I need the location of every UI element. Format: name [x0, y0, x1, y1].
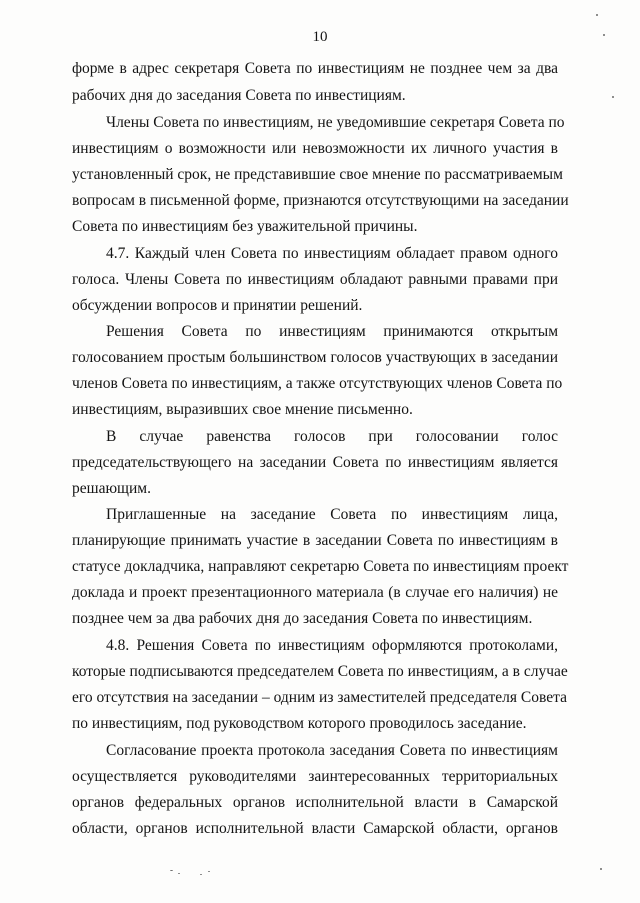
paragraph-6-line-0: 4.8. Решения Совета по инвестициям оформляются протоколами,	[106, 637, 558, 654]
paragraph-7-line-0: Согласование проекта протокола заседания Совета по инвестициям	[106, 742, 558, 759]
scan-speck	[612, 96, 614, 98]
scan-speck	[178, 873, 180, 874]
paragraph-2-line-1: голоса. Члены Совета по инвестициям обладают равными правами при	[72, 271, 558, 288]
scan-speck	[603, 34, 605, 36]
paragraph-5-line-0: Приглашенные на заседание Совета по инвестициям лица,	[106, 506, 558, 523]
paragraph-4-line-0: В случае равенства голосов при голосовании голос	[106, 428, 558, 445]
paragraph-2-line-0: 4.7. Каждый член Совета по инвестициям обладает правом одного	[106, 245, 558, 262]
scan-speck	[200, 874, 202, 875]
scan-speck	[208, 871, 210, 872]
paragraph-6-line-1: которые подписываются председателем Совета по инвестициям, а в случае	[72, 663, 568, 680]
paragraph-7-line-1: осуществляется руководителями заинтересованных территориальных	[72, 768, 558, 785]
page-number: 10	[312, 29, 328, 45]
paragraph-1-line-2: установленный срок, не представившие свое мнение по рассматриваемым	[72, 166, 563, 183]
scan-speck	[596, 14, 598, 16]
paragraph-5-line-2: статусе докладчика, направляют секретарю Совета по инвестициям проект	[72, 558, 569, 575]
paragraph-3-line-2: членов Совета по инвестициям, а также отсутствующих членов Совета по	[72, 375, 563, 392]
paragraph-1-line-1: инвестициям о возможности или невозможности их личного участия в	[72, 140, 558, 157]
paragraph-5-line-4: позднее чем за два рабочих дня до заседания Совета по инвестициям.	[72, 610, 533, 627]
paragraph-3-line-1: голосованием простым большинством голосов участвующих в заседании	[72, 349, 558, 366]
paragraph-1-line-4: Совета по инвестициям без уважительной причины.	[72, 218, 418, 235]
paragraph-6-line-3: по инвестициям, под руководством которого проводилось заседание.	[72, 715, 527, 732]
scan-speck	[600, 868, 602, 870]
paragraph-2-line-2: обсуждении вопросов и принятии решений.	[72, 297, 363, 314]
paragraph-6-line-2: его отсутствия на заседании – одним из заместителей председателя Совета	[72, 689, 567, 706]
paragraph-5-line-1: планирующие принимать участие в заседании Совета по инвестициям в	[72, 532, 558, 549]
paragraph-0-line-1: рабочих дня до заседания Совета по инвестициям.	[72, 87, 406, 104]
paragraph-3-line-3: инвестициям, выразивших свое мнение письменно.	[72, 401, 413, 418]
paragraph-1-line-3: вопросам в письменной форме, признаются отсутствующими на заседании	[72, 192, 569, 209]
paragraph-7-line-2: органов федеральных органов исполнительной власти в Самарской	[72, 794, 558, 811]
paragraph-4-line-2: решающим.	[72, 480, 151, 497]
paragraph-0-line-0: форме в адрес секретаря Совета по инвестициям не позднее чем за два	[72, 60, 558, 77]
paragraph-3-line-0: Решения Совета по инвестициям принимаются открытым	[106, 323, 558, 340]
scan-speck	[170, 870, 173, 871]
paragraph-4-line-1: председательствующего на заседании Совета по инвестициям является	[72, 454, 558, 471]
paragraph-1-line-0: Члены Совета по инвестициям, не уведомившие секретаря Совета по	[106, 114, 565, 131]
paragraph-5-line-3: доклада и проект презентационного материала (в случае его наличия) не	[72, 584, 558, 601]
paragraph-7-line-3: области, органов исполнительной власти Самарской области, органов	[72, 820, 558, 837]
